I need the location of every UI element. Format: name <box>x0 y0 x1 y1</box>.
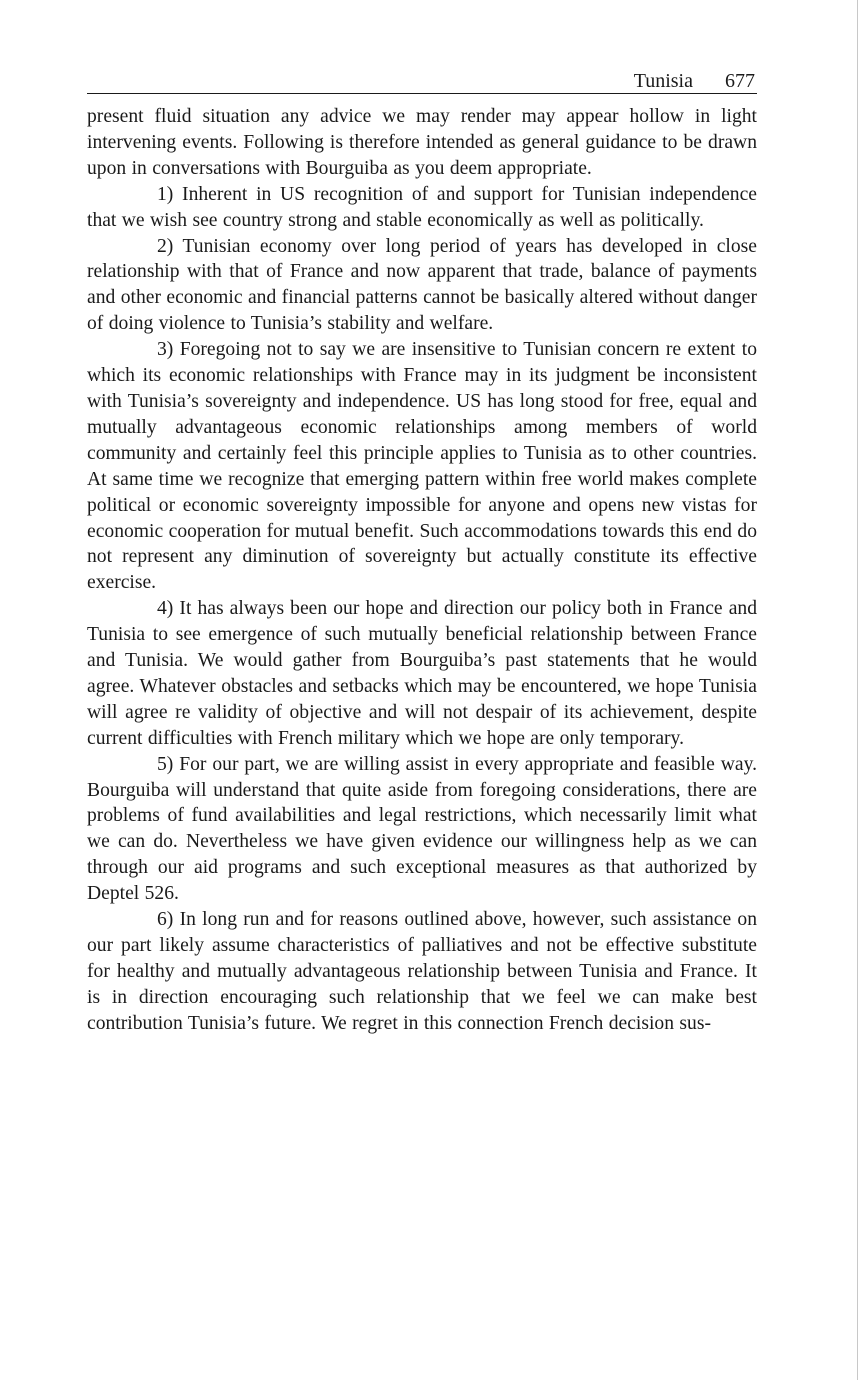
paragraph-point-3: 3) Foregoing not to say we are insensitive to Tunisian concern re extent to which its economic relationships with France may in its judgment be inconsistent with Tunisia’s sovereignty and independence. US has long stood for free, equal and mutually advantageous economic relationships among members of world community and certainly feel this principle applies to Tunisia as to other countries. At same time we recognize that emerging pattern within free world makes complete political or economic sovereignty impossible for anyone and opens new vistas for economic cooperation for mutual benefit. Such accommodations towards this end do not represent any diminution of sovereignty but actually constitute its effective exercise. <box>87 339 757 594</box>
paragraph-point-4: 4) It has always been our hope and direction our policy both in France and Tunisia to see emergence of such mutually beneficial relationship between France and Tunisia. We would gather from Bourguiba’s past statements that he would agree. Whatever obstacles and setbacks which may be encountered, we hope Tunisia will agree re validity of objective and will not despair of its achievement, despite current difficulties with French military which we hope are only temporary. <box>87 598 757 749</box>
page-number: 677 <box>725 70 755 92</box>
scan-edge-line <box>857 0 858 1380</box>
running-head-title: Tunisia <box>633 70 693 92</box>
paragraph-point-2: 2) Tunisian economy over long period of years has developed in close relationship with that of France and now apparent that trade, balance of payments and other economic and financial patterns cannot be basically altered without danger of doing violence to Tunisia’s stability and welfare. <box>87 235 757 335</box>
paragraph-continuation: present fluid situation any advice we may render may appear hollow in light intervening events. Following is therefore intended as general guidance to be drawn upon in conversations with Bourguiba as you deem appropriate. <box>87 106 757 179</box>
running-head <box>87 70 757 94</box>
paragraph-point-5: 5) For our part, we are willing assist in every appropriate and feasible way. Bourguiba will understand that quite aside from foregoing considerations, there are problems of fund availabilities and legal restrictions, which necessarily limit what we can do. Nevertheless we have given evidence our willingness help as we can through our aid programs and such exceptional measures as that authorized by Deptel 526. <box>87 753 757 905</box>
paragraph-point-6: 6) In long run and for reasons outlined above, however, such assistance on our part likely assume characteristics of palliatives and not be effective substitute for healthy and mutually advantageous relationship between Tunisia and France. It is in direction encouraging such relationship that we feel we can make best contribution Tunisia’s future. We regret in this connection French decision sus- <box>87 909 757 1034</box>
paragraph-point-1: 1) Inherent in US recognition of and support for Tunisian independence that we wish see country strong and stable economically as well as politically. <box>87 183 757 231</box>
document-page <box>87 70 757 1340</box>
body-text <box>87 104 757 1037</box>
